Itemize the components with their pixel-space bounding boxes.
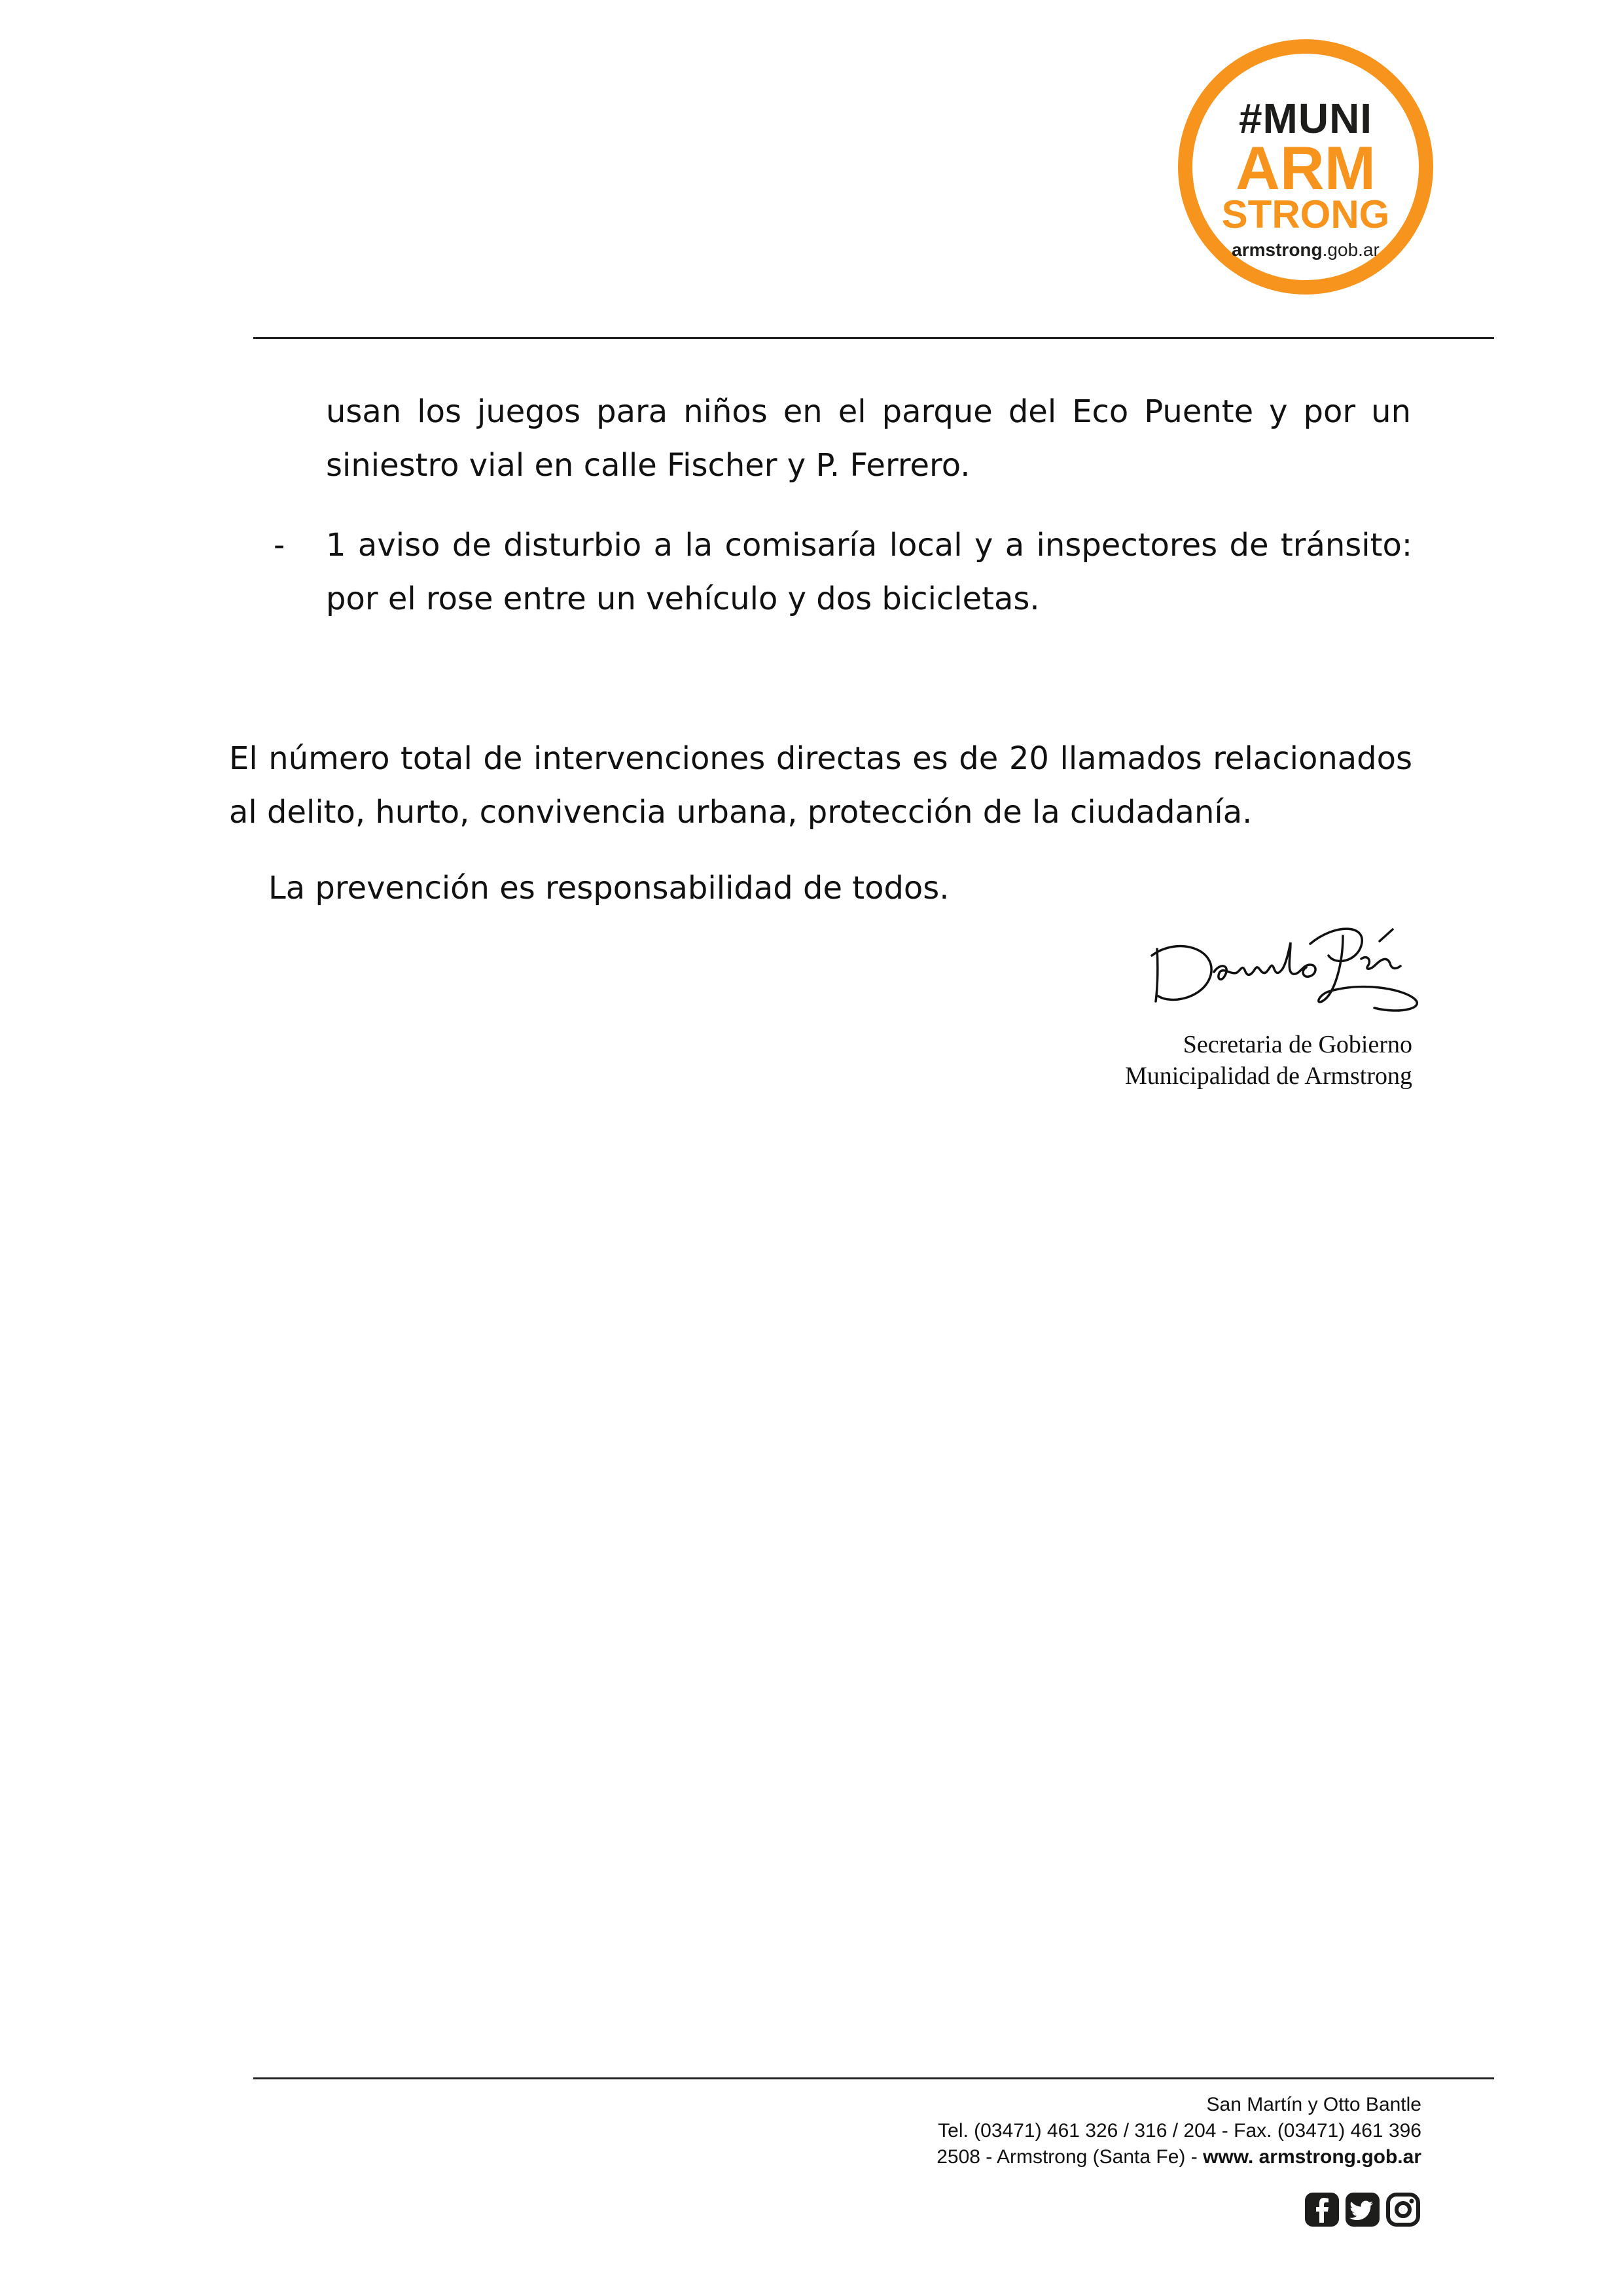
signatory-organization: Municipalidad de Armstrong (1124, 1062, 1412, 1090)
bullet-marker: - (274, 527, 285, 564)
summary-paragraph: El número total de intervenciones directas es de 20 llamados relacionados al delito, hurto, convivencia urbana, protección de la ciudadanía. (229, 740, 1412, 831)
logo-domain-name: armstrong (1232, 240, 1323, 260)
signatory-title: Secretaria de Gobierno (1183, 1031, 1412, 1058)
footer-contact (936, 2092, 1421, 2170)
footer-website: www. armstrong.gob.ar (1203, 2146, 1421, 2168)
footer-phones: Tel. (03471) 461 326 / 316 / 204 - Fax. (03471) 461 396 (938, 2120, 1421, 2142)
logo-line-2: STRONG (1221, 192, 1390, 236)
continued-paragraph: usan los juegos para niños en el parque del Eco Puente y por un siniestro vial en calle Fischer y P. Ferrero. (326, 393, 1411, 484)
logo-domain-suffix: .gob.ar (1322, 240, 1380, 260)
municipality-logo (1178, 39, 1433, 295)
closing-line: La prevención es responsabilidad de todos. (268, 870, 950, 906)
handwritten-signature (1139, 910, 1427, 1021)
twitter-icon[interactable] (1344, 2191, 1381, 2228)
bullet-item: 1 aviso de disturbio a la comisaría local y a inspectores de tránsito: por el rose entre un vehículo y dos bicicletas. (326, 527, 1412, 617)
facebook-icon[interactable] (1304, 2191, 1340, 2228)
social-icons (1304, 2191, 1421, 2228)
logo-domain (1192, 240, 1419, 260)
logo-line-1: ARM (1235, 134, 1376, 202)
footer-city: 2508 - Armstrong (Santa Fe) - (936, 2146, 1204, 2168)
footer-divider (253, 2077, 1494, 2079)
footer-city-line (936, 2144, 1421, 2170)
instagram-icon[interactable] (1385, 2191, 1421, 2228)
logo-hashtag: #MUNI (1238, 95, 1373, 142)
header-divider (253, 337, 1494, 339)
footer-address: San Martín y Otto Bantle (1206, 2094, 1421, 2115)
signatory-block (1125, 1029, 1412, 1092)
